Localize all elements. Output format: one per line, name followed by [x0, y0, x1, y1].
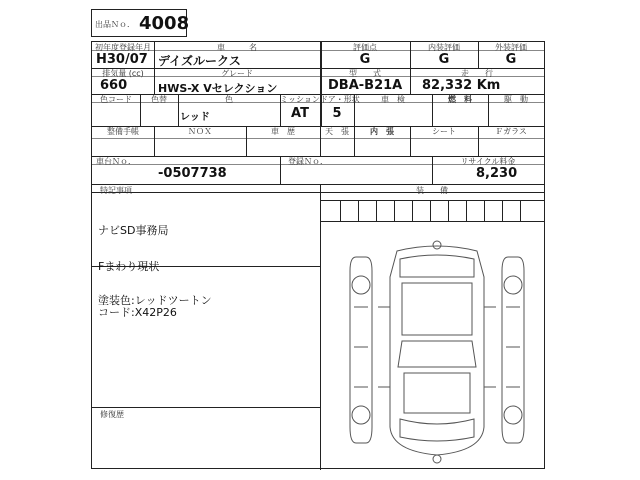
score-value: G	[359, 52, 371, 67]
mission-value: AT	[291, 106, 309, 121]
repair-history-label: 修復歴	[100, 410, 124, 419]
interior-lining-label: 内 張	[370, 127, 394, 136]
color-label: 色	[225, 95, 233, 104]
registration-label: 登録Ｎｏ．	[288, 157, 328, 166]
car-name-label: 車 名	[217, 43, 257, 52]
interior-grade-label: 内装評価	[428, 43, 460, 52]
nox-label: ＮＯＸ	[188, 127, 212, 136]
lot-number: 4008	[139, 13, 190, 34]
interior-grade-value: G	[438, 52, 450, 67]
displacement-label: 排気量 (cc)	[102, 69, 144, 78]
note-paint-color: 塗装色:レッドツートン	[98, 294, 212, 307]
recycle-label: リサイクル料金	[460, 157, 516, 166]
note-navi: ナビSD事務局	[98, 224, 169, 237]
displacement-value: 660	[100, 78, 128, 93]
recycle-value: 8,230	[476, 166, 518, 181]
car-name-value: デイズルークス	[158, 54, 241, 68]
chassis-value: -0507738	[158, 166, 227, 181]
auction-sheet	[91, 41, 545, 469]
color-code-label: 色コード	[100, 95, 132, 104]
grade-label: グレード	[221, 69, 253, 78]
history-label: 車 歴	[271, 127, 295, 136]
lot-number-label: 出品Ｎｏ．	[95, 20, 135, 29]
lot-number-box	[91, 9, 190, 37]
equipment-section-label: 装 備	[416, 186, 448, 195]
exterior-grade-value: G	[505, 52, 517, 67]
headliner-label: 天 張	[325, 127, 349, 136]
maintenance-book-label: 整備手帳	[107, 127, 139, 136]
color-value: レッド	[180, 112, 210, 123]
equipment-grid	[320, 200, 544, 222]
grade-value: HWS-X Vセレクション	[158, 82, 278, 95]
inspection-label: 車 検	[381, 95, 405, 104]
score-label: 評価点	[353, 43, 377, 52]
model-label: 型 式	[349, 69, 381, 78]
note-color-code: コード:X42P26	[98, 306, 177, 319]
mileage-value: 82,332 Km	[422, 78, 501, 93]
exterior-grade-label: 外装評価	[495, 43, 527, 52]
seat-label: シート	[432, 127, 456, 136]
color-change-label: 色替	[151, 95, 167, 104]
doors-label: ドア・形状	[320, 95, 360, 104]
mission-label: ミッション	[280, 95, 320, 104]
front-glass-label: Ｆガラス	[495, 127, 527, 136]
model-value: DBA-B21A	[328, 78, 403, 93]
doors-value: 5	[332, 106, 342, 121]
car-condition-diagram	[342, 237, 532, 465]
drive-label: 駆 動	[504, 95, 528, 104]
first-registration-value: H30/07	[96, 52, 148, 67]
first-registration-label: 初年度登録年月	[95, 43, 151, 52]
notes-section-label: 特記事項	[100, 186, 132, 195]
mileage-label: 走 行	[461, 69, 493, 78]
fuel-label: 燃 料	[448, 95, 472, 104]
note-front-area: Fまわり現状	[98, 260, 160, 273]
chassis-label: 車台Ｎｏ．	[96, 157, 136, 166]
